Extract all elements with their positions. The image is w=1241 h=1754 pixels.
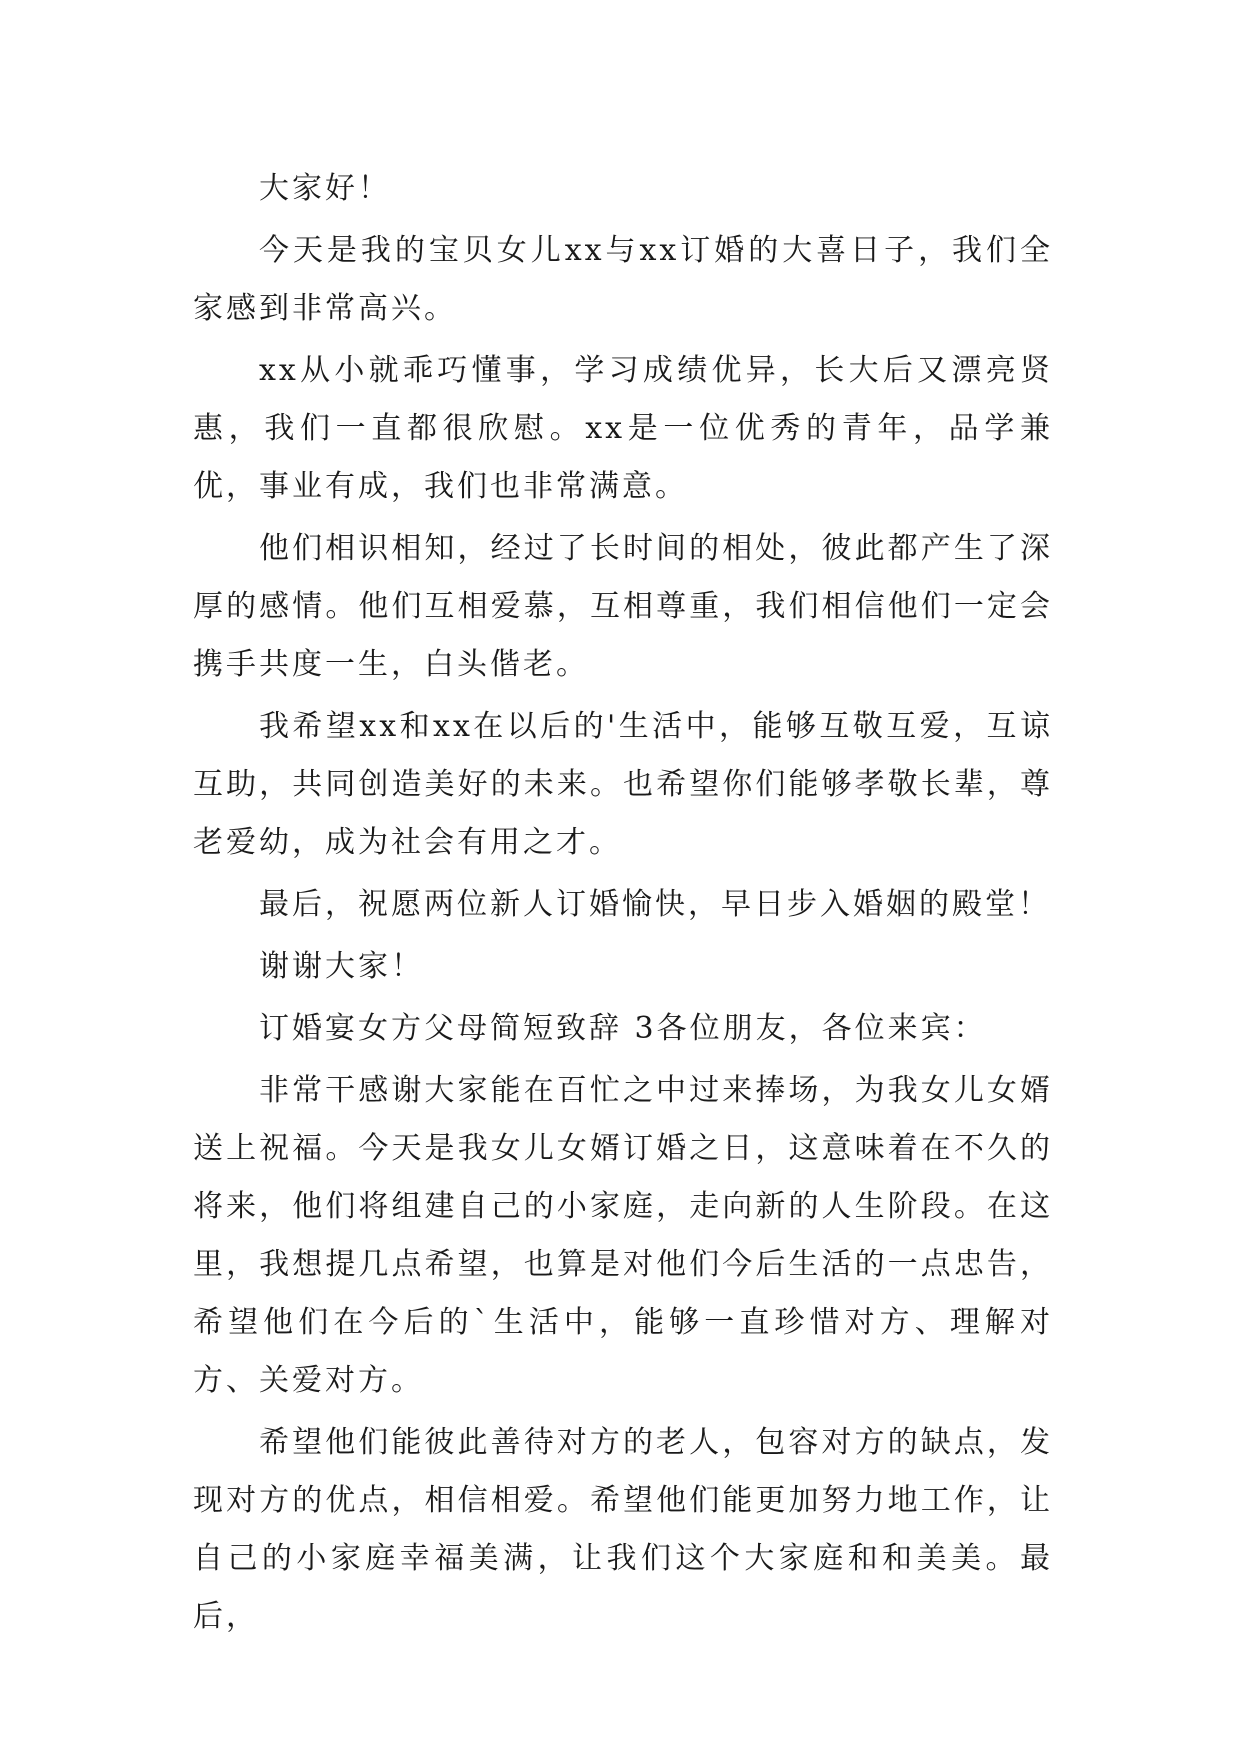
paragraph-blessing: 最后，祝愿两位新人订婚愉快，早日步入婚姻的殿堂！ [259,887,1051,922]
paragraph-daughter-praise: xx从小就乖巧懂事，学习成绩优异，长大后又漂亮贤惠，我们一直都很欣慰。xx是一位优秀的青年，品学兼优，事业有成，我们也非常满意。 [193,353,1053,504]
paragraph-relationship: 他们相识相知，经过了长时间的相处，彼此都产生了深厚的感情。他们互相爱慕，互相尊重，我们相信他们一定会携手共度一生，白头偕老。 [193,531,1053,682]
paragraph-speech-3-title: 订婚宴女方父母简短致辞 3各位朋友，各位来宾： [259,1011,987,1046]
paragraph-wishes: 我希望xx和xx在以后的'生活中，能够互敬互爱，互谅互助，共同创造美好的未来。也希望你们能够孝敬长辈，尊老爱幼，成为社会有用之才。 [193,709,1053,860]
document-body [193,160,1053,1650]
paragraph-speech-3-body: 非常干感谢大家能在百忙之中过来捧场，为我女儿女婿送上祝福。今天是我女儿女婿订婚之日，这意味着在不久的将来，他们将组建自己的小家庭，走向新的人生阶段。在这里，我想提几点希望，也算是对他们今后生活的一点忠告，希望他们在今后的`生活中，能够一直珍惜对方、理解对方、关爱对方。 [193,1073,1053,1398]
paragraph-speech-3-hopes: 希望他们能彼此善待对方的老人，包容对方的缺点，发现对方的优点，相信相爱。希望他们能更加努力地工作，让自己的小家庭幸福美满，让我们这个大家庭和和美美。最后， [193,1425,1053,1634]
paragraph-thanks: 谢谢大家！ [259,949,424,984]
paragraph-engagement-day: 今天是我的宝贝女儿xx与xx订婚的大喜日子，我们全家感到非常高兴。 [193,233,1053,326]
paragraph-greeting: 大家好！ [259,171,391,206]
